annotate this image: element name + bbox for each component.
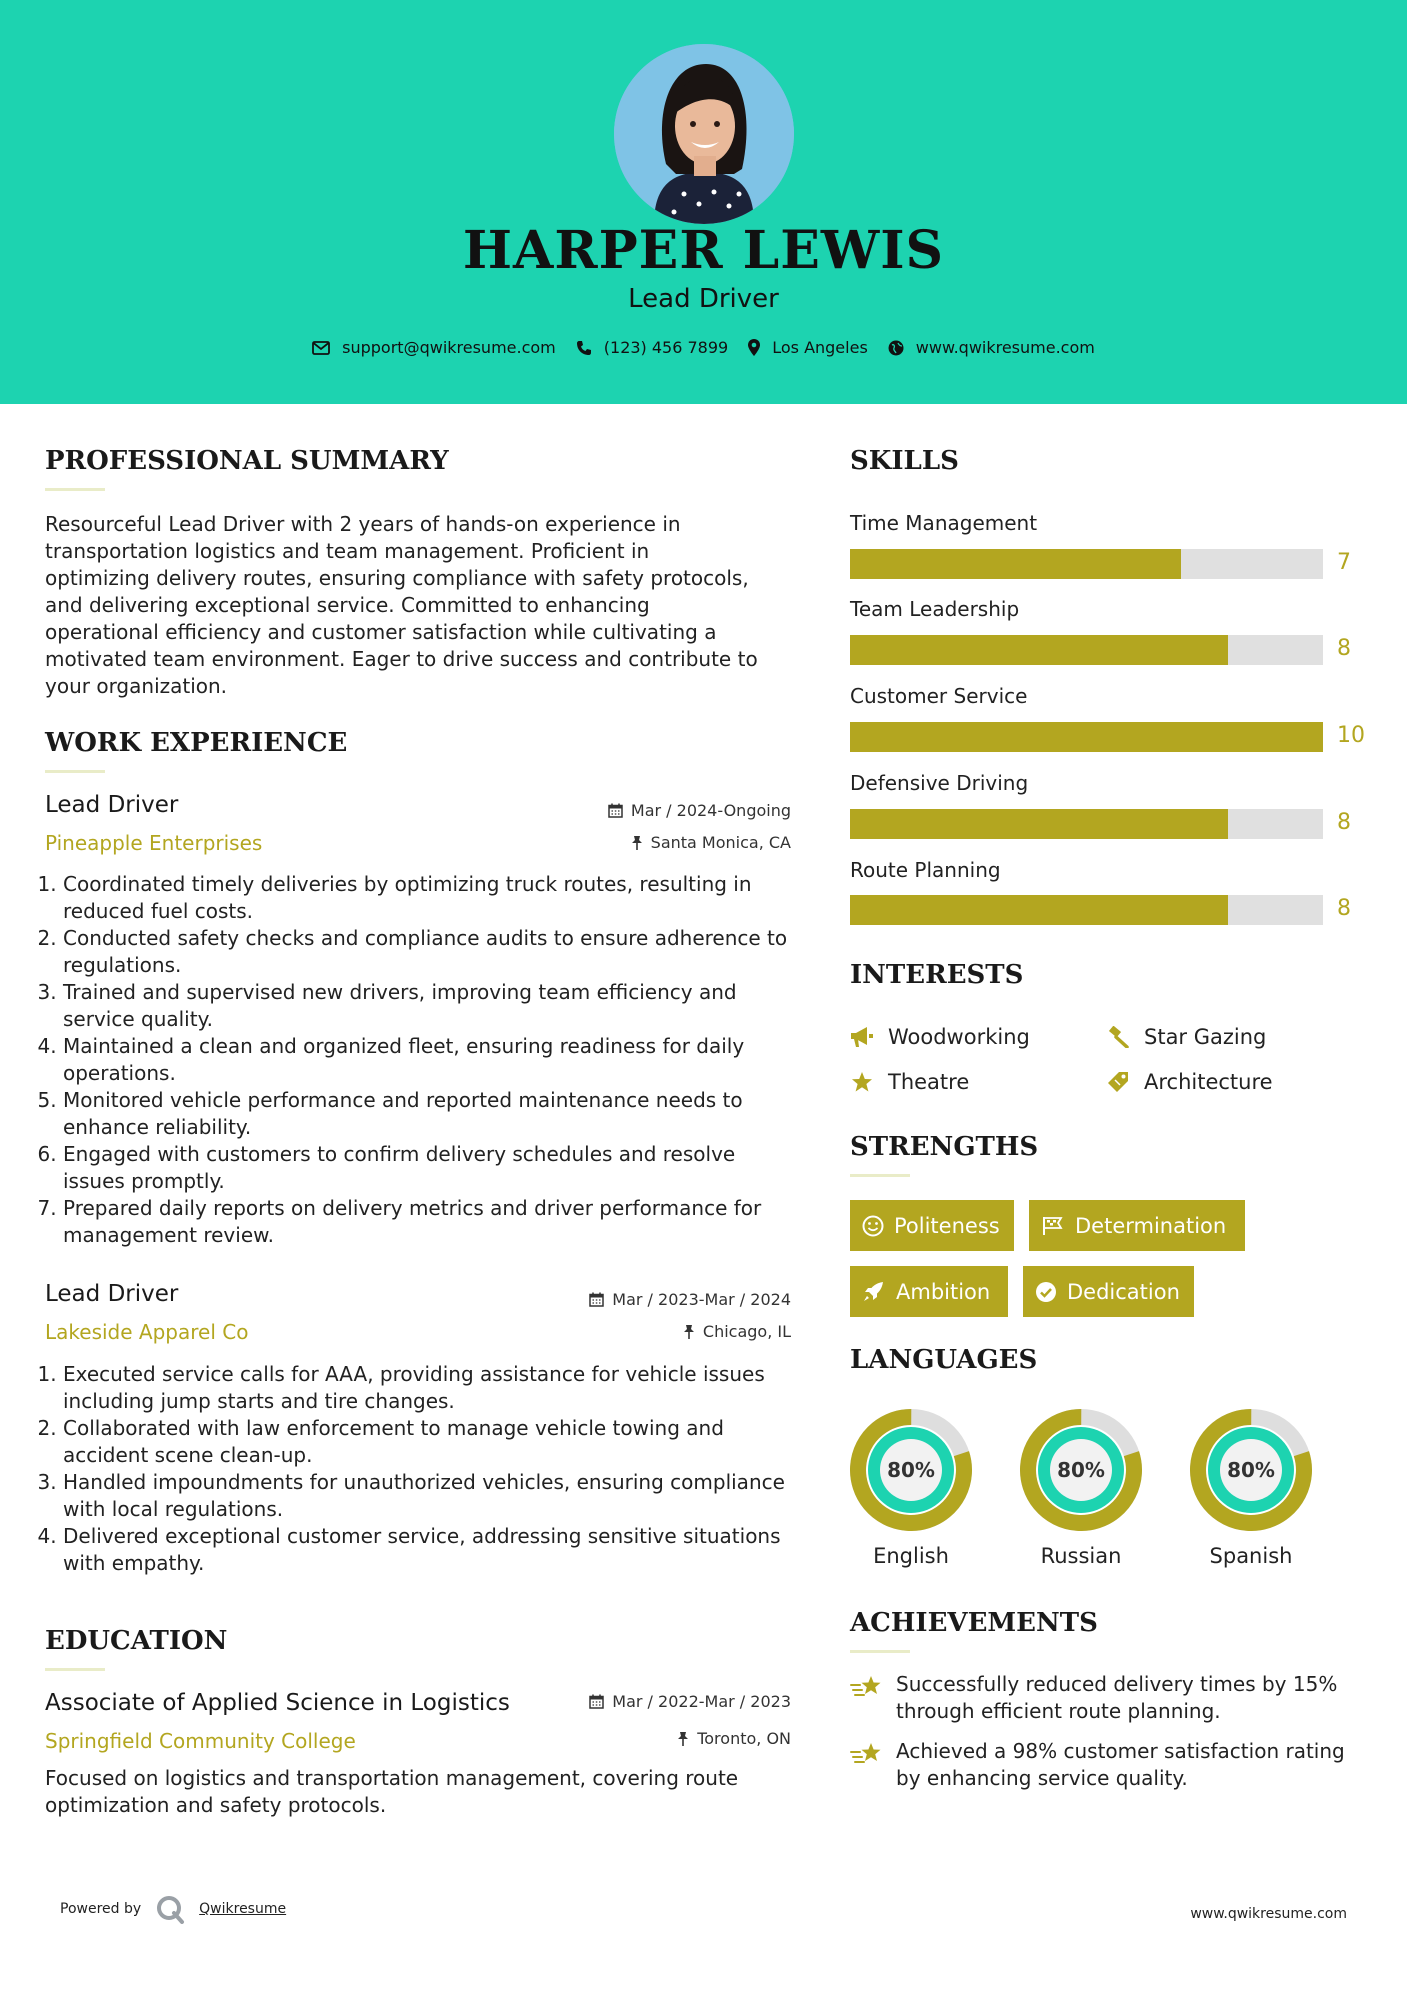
job-location-text: Chicago, IL: [702, 1322, 791, 1341]
job-date-text: Mar / 2024-Ongoing: [630, 801, 791, 820]
footer-website[interactable]: www.qwikresume.com: [1190, 1906, 1347, 1922]
interest-label: Woodworking: [888, 1025, 1030, 1049]
header-banner: [0, 0, 1407, 404]
rocket-icon: [862, 1281, 886, 1303]
list-item: 1. Executed service calls for AAA, providing assistance for vehicle issues including jump starts and tire changes.: [63, 1361, 795, 1415]
skill-bar: [850, 809, 1323, 839]
strength-label: Ambition: [896, 1279, 991, 1304]
contact-location-text: Los Angeles: [772, 338, 868, 357]
language-name: Russian: [1040, 1544, 1122, 1568]
list-item: 3. Trained and supervised new drivers, improving team efficiency and service quality.: [63, 979, 795, 1033]
job-location: [500, 833, 791, 852]
achievement-line: by enhancing service quality.: [896, 1766, 1188, 1790]
skill-bar-fill: [850, 635, 1228, 665]
achievement-line: Successfully reduced delivery times by 15%: [896, 1672, 1338, 1696]
job-bullets: [45, 1361, 795, 1577]
flag-icon: [1041, 1215, 1065, 1237]
candidate-name: HARPER LEWIS: [462, 220, 945, 281]
interests-heading: INTERESTS: [850, 960, 1024, 990]
skill-name: Route Planning: [850, 858, 1001, 882]
interest-item: [850, 1025, 1030, 1049]
calendar-icon: [589, 1694, 604, 1709]
interest-label: Star Gazing: [1144, 1025, 1267, 1049]
achievement-item: [850, 1738, 1370, 1792]
list-item: 2. Collaborated with law enforcement to manage vehicle towing and accident scene clean-up.: [63, 1415, 795, 1469]
interest-item: [1106, 1025, 1266, 1049]
list-item: 3. Handled impoundments for unauthorized vehicles, ensuring compliance with local regulations.: [63, 1469, 795, 1523]
summary-text: [45, 511, 805, 700]
calendar-icon: [608, 803, 623, 818]
calendar-icon: [589, 1292, 604, 1307]
education-location-text: Toronto, ON: [697, 1729, 791, 1748]
check-circle-icon: [1035, 1281, 1057, 1303]
contact-email[interactable]: [312, 338, 556, 357]
summary-line: optimizing delivery routes, ensuring compliance with safety protocols,: [45, 566, 749, 590]
education-description: Focused on logistics and transportation management, covering route optimization and safety protocols.: [45, 1766, 739, 1817]
summary-underline: [45, 488, 105, 491]
skill-bar-fill: [850, 549, 1181, 579]
education-heading: EDUCATION: [45, 1626, 228, 1656]
contact-bar: [0, 338, 1407, 357]
strength-tag: [1023, 1266, 1194, 1317]
list-item: 6. Engaged with customers to confirm delivery schedules and resolve issues promptly.: [63, 1141, 795, 1195]
profile-photo: [614, 44, 794, 224]
skill-bar: [850, 722, 1323, 752]
achievement-line: Achieved a 98% customer satisfaction rating: [896, 1739, 1345, 1763]
strength-label: Politeness: [894, 1213, 1000, 1238]
globe-icon: [888, 340, 904, 356]
strengths-underline: [850, 1174, 910, 1177]
achievements-heading: ACHIEVEMENTS: [850, 1608, 1098, 1638]
contact-email-text: support@qwikresume.com: [342, 338, 556, 357]
summary-line: transportation logistics and team management. Proficient in: [45, 539, 650, 563]
phone-icon: [576, 340, 592, 356]
skill-value: 7: [1337, 550, 1351, 575]
smile-icon: [862, 1215, 884, 1237]
strength-tag: [850, 1200, 1014, 1251]
achievement-text: [896, 1671, 1337, 1725]
pushpin-icon: [683, 1324, 695, 1339]
skill-value: 10: [1337, 723, 1365, 748]
map-marker-icon: [748, 339, 760, 356]
skill-bar-fill: [850, 722, 1323, 752]
skill-value: 8: [1337, 896, 1351, 921]
achievement-item: [850, 1671, 1370, 1725]
skill-name: Customer Service: [850, 684, 1028, 708]
list-item: 7. Prepared daily reports on delivery metrics and driver performance for management review.: [63, 1195, 795, 1249]
pushpin-icon: [677, 1731, 689, 1746]
contact-website[interactable]: [888, 338, 1095, 357]
contact-website-text: www.qwikresume.com: [915, 338, 1095, 357]
contact-phone[interactable]: [576, 338, 728, 357]
powered-by-label: Powered by: [60, 1901, 142, 1917]
list-item: 5. Monitored vehicle performance and reported maintenance needs to enhance reliability.: [63, 1087, 795, 1141]
envelope-icon: [312, 341, 330, 355]
job-company: Pineapple Enterprises: [45, 831, 263, 855]
education-date: [500, 1692, 791, 1711]
profile-photo-image: [614, 44, 794, 224]
education-location: [500, 1729, 791, 1748]
skill-bar: [850, 549, 1323, 579]
list-item: 2. Conducted safety checks and compliance audits to ensure adherence to regulations.: [63, 925, 795, 979]
skill-bar: [850, 895, 1323, 925]
summary-line: Resourceful Lead Driver with 2 years of hands-on experience in: [45, 512, 681, 536]
skill-bar-fill: [850, 895, 1228, 925]
list-item: 1. Coordinated timely deliveries by optimizing truck routes, resulting in reduced fuel costs.: [63, 871, 795, 925]
skill-bar-fill: [850, 809, 1228, 839]
language-gauge: [1190, 1409, 1312, 1531]
education-underline: [45, 1668, 105, 1671]
skill-value: 8: [1337, 810, 1351, 835]
skill-name: Team Leadership: [850, 597, 1020, 621]
list-item: 4. Delivered exceptional customer service, addressing sensitive situations with empathy.: [63, 1523, 795, 1577]
interest-label: Architecture: [1144, 1070, 1273, 1094]
summary-line: motivated team environment. Eager to drive success and contribute to: [45, 647, 758, 671]
strength-tag: [1029, 1200, 1245, 1251]
summary-heading: PROFESSIONAL SUMMARY: [45, 446, 449, 476]
tag-icon: [1106, 1071, 1130, 1093]
contact-location: [748, 338, 868, 357]
strength-label: Determination: [1075, 1213, 1227, 1238]
interest-item: [850, 1070, 969, 1094]
job-date: [500, 1290, 791, 1309]
gauge-percent: 80%: [1227, 1458, 1275, 1482]
summary-line: operational efficiency and customer satisfaction while cultivating a: [45, 620, 717, 644]
gauge-percent: 80%: [887, 1458, 935, 1482]
summary-line: your organization.: [45, 674, 228, 698]
language-gauge: [1020, 1409, 1142, 1531]
skill-name: Time Management: [850, 511, 1038, 535]
qwikresume-link[interactable]: Qwikresume: [199, 1901, 287, 1917]
skills-heading: SKILLS: [850, 446, 959, 476]
interest-item: [1106, 1070, 1273, 1094]
languages-heading: LANGUAGES: [850, 1345, 1038, 1375]
job-location: [500, 1322, 791, 1341]
achievement-text: [896, 1738, 1345, 1792]
contact-phone-text: (123) 456 7899: [603, 338, 729, 357]
strength-label: Dedication: [1067, 1279, 1180, 1304]
job-title: Lead Driver: [45, 1281, 179, 1307]
language-name: English: [873, 1544, 949, 1568]
education-date-text: Mar / 2022-Mar / 2023: [612, 1692, 791, 1711]
job-title: Lead Driver: [45, 792, 179, 818]
skill-bar: [850, 635, 1323, 665]
education-degree: Associate of Applied Science in Logistics: [45, 1690, 510, 1716]
language-gauge: [850, 1409, 972, 1531]
strength-tag: [850, 1266, 1008, 1317]
skill-name: Defensive Driving: [850, 771, 1029, 795]
education-school: Springfield Community College: [45, 1729, 356, 1753]
job-company: Lakeside Apparel Co: [45, 1320, 249, 1344]
language-name: Spanish: [1209, 1544, 1293, 1568]
experience-underline: [45, 770, 105, 773]
qwikresume-logo-icon: [155, 1894, 185, 1924]
pushpin-icon: [631, 835, 643, 850]
shooting-star-icon: [850, 1740, 884, 1768]
interest-label: Theatre: [888, 1070, 970, 1094]
job-date-text: Mar / 2023-Mar / 2024: [612, 1290, 791, 1309]
star-icon: [850, 1071, 874, 1093]
summary-line: and delivering exceptional service. Committed to enhancing: [45, 593, 650, 617]
job-location-text: Santa Monica, CA: [650, 833, 791, 852]
candidate-title: Lead Driver: [628, 284, 779, 314]
strengths-heading: STRENGTHS: [850, 1132, 1039, 1162]
job-bullets: [45, 871, 795, 1249]
job-date: [500, 801, 791, 820]
shooting-star-icon: [850, 1673, 884, 1701]
footer-branding: [60, 1894, 286, 1924]
gauge-percent: 80%: [1057, 1458, 1105, 1482]
bullhorn-icon: [850, 1026, 874, 1048]
achievement-line: through efficient route planning.: [896, 1699, 1221, 1723]
gavel-icon: [1106, 1026, 1130, 1048]
achievements-underline: [850, 1650, 910, 1653]
list-item: 4. Maintained a clean and organized fleet, ensuring readiness for daily operations.: [63, 1033, 795, 1087]
experience-heading: WORK EXPERIENCE: [45, 728, 348, 758]
skill-value: 8: [1337, 636, 1351, 661]
